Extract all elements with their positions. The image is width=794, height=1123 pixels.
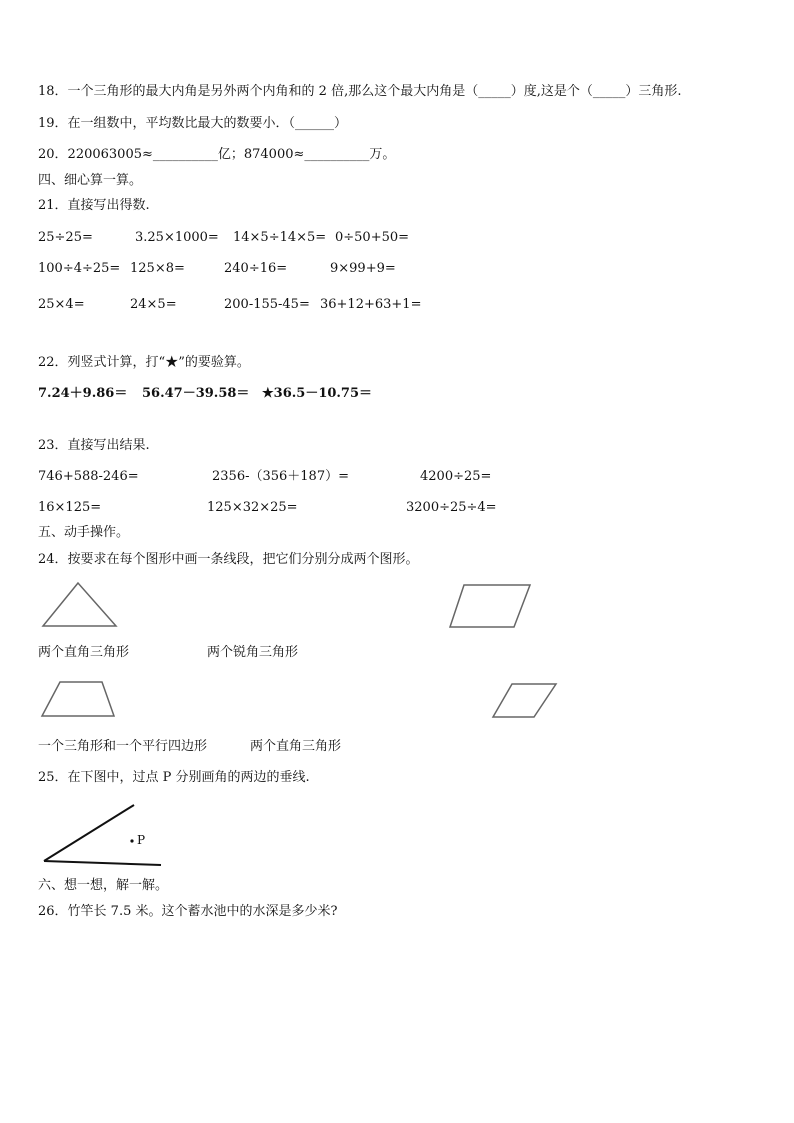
rhombus-figure: [490, 681, 560, 721]
section-5-heading: 五、动手操作。: [38, 525, 130, 540]
calc-item: 24×5=: [130, 297, 177, 312]
vertical-calc-item: 7.24＋9.86＝: [38, 386, 128, 401]
section-6-heading: 六、想一想，解一解。: [38, 878, 169, 893]
calc-item: 25÷25=: [38, 230, 93, 245]
parallelogram-figure: [446, 582, 536, 632]
triangle-figure: [38, 578, 120, 630]
question-26: 26．竹竿长 7.5 米。这个蓄水池中的水深是多少米?: [38, 904, 338, 919]
figure-label: 两个直角三角形: [250, 739, 342, 754]
calc-item: 125×8=: [130, 261, 185, 276]
calc-item: 0÷50+50=: [335, 230, 410, 245]
vertical-calc-item: 56.47－39.58＝: [142, 386, 250, 401]
result-item: 2356-（356＋187）=: [212, 469, 349, 484]
question-20: 20．220063005≈__________亿；874000≈__________万。: [38, 147, 396, 162]
trapezoid-figure: [38, 678, 118, 720]
question-19: 19．在一组数中，平均数比最大的数要小．（______）: [38, 116, 348, 131]
result-item: 125×32×25=: [207, 500, 298, 515]
calc-item: 9×99+9=: [330, 261, 396, 276]
calc-item: 3.25×1000=: [135, 230, 219, 245]
calc-item: 25×4=: [38, 297, 85, 312]
calc-item: 240÷16=: [224, 261, 288, 276]
question-23: 23．直接写出结果.: [38, 438, 150, 453]
result-item: 16×125=: [38, 500, 102, 515]
result-item: 4200÷25=: [420, 469, 492, 484]
point-p-label: P: [137, 833, 146, 847]
figure-label: 两个锐角三角形: [207, 645, 299, 660]
calc-item: 100÷4÷25=: [38, 261, 121, 276]
section-4-heading: 四、细心算一算。: [38, 173, 143, 188]
vertical-calc-item-star: ★36.5－10.75＝: [262, 386, 373, 401]
question-22: 22．列竖式计算，打“★”的要验算。: [38, 355, 250, 370]
figure-label: 一个三角形和一个平行四边形: [38, 739, 208, 754]
calc-item: 200-155-45=: [224, 297, 310, 312]
figure-label: 两个直角三角形: [38, 645, 130, 660]
question-21: 21．直接写出得数.: [38, 198, 150, 213]
question-18: 18．一个三角形的最大内角是另外两个内角和的 2 倍,那么这个最大内角是（_____）度,这是个（_____）三角形.: [38, 84, 682, 99]
calc-item: 36+12+63+1=: [320, 297, 422, 312]
result-item: 3200÷25÷4=: [406, 500, 497, 515]
result-item: 746+588-246=: [38, 469, 139, 484]
calc-item: 14×5÷14×5=: [233, 230, 327, 245]
question-25: 25．在下图中，过点 P 分别画角的两边的垂线.: [38, 770, 310, 785]
question-24: 24．按要求在每个图形中画一条线段，把它们分别分成两个图形。: [38, 552, 419, 567]
angle-figure: [38, 800, 168, 868]
